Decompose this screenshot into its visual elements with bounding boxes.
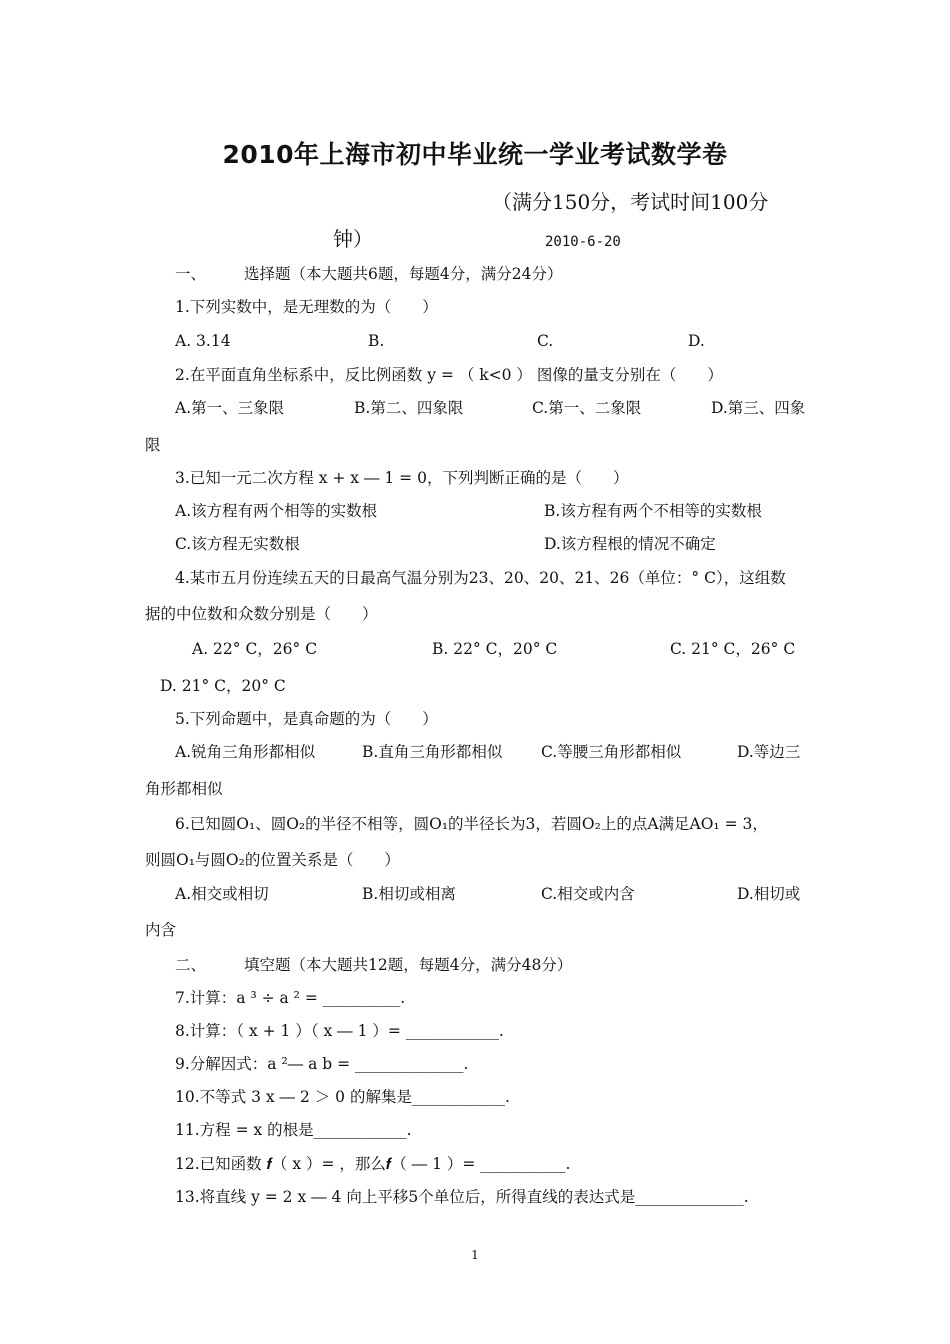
- q6-option-d: D.相切或: [737, 885, 801, 903]
- q5-stem: 5.下列命题中，是真命题的为（ ）: [175, 710, 438, 728]
- q2-option-d: D.第三、四象: [711, 399, 806, 417]
- page-number: 1: [471, 1248, 479, 1262]
- q4-option-d: D. 21° C，20° C: [160, 677, 286, 695]
- q6-wrap: 内含: [145, 921, 177, 939]
- q5-option-c: C.等腰三角形都相似: [541, 743, 682, 761]
- section1-heading: 选择题（本大题共6题，每题4分，满分24分）: [244, 265, 563, 283]
- q4-stem-line1: 4.某市五月份连续五天的日最高气温分别为23、20、20、21、26（单位：° C），这组数: [175, 569, 786, 587]
- q3-option-c: C.该方程无实数根: [175, 535, 300, 553]
- q6-option-b: B.相切或相离: [362, 885, 456, 903]
- q4-option-b: B. 22° C，20° C: [432, 640, 558, 658]
- q6-option-a: A.相交或相切: [175, 885, 269, 903]
- q5-option-d: D.等边三: [737, 743, 801, 761]
- q2-stem: 2.在平面直角坐标系中，反比例函数 y = （ k<0 ） 图像的量支分别在（ ）: [175, 366, 723, 384]
- section1-number: 一、: [175, 265, 207, 283]
- subtitle-line1: （满分150分，考试时间100分: [492, 190, 769, 214]
- fill-question: 9.分解因式：a ²― a b = ______________.: [175, 1055, 469, 1073]
- q6-stem-line2: 则圆O₁与圆O₂的位置关系是（ ）: [145, 851, 400, 869]
- fill-question: 10.不等式 3 x ― 2 ＞ 0 的解集是____________.: [175, 1088, 510, 1106]
- page-title: 2010年上海市初中毕业统一学业考试数学卷: [222, 140, 728, 169]
- exam-date: 2010-6-20: [545, 234, 621, 250]
- q1-stem: 1.下列实数中，是无理数的为（ ）: [175, 298, 438, 316]
- q4-option-c: C. 21° C，26° C: [670, 640, 796, 658]
- fill-question: 13.将直线 y = 2 x ― 4 向上平移5个单位后，所得直线的表达式是______________.: [175, 1188, 749, 1206]
- fill-question: 12.已知函数 𝒇（ x ）= ，那么𝒇（ ― 1 ）= ___________.: [175, 1155, 571, 1173]
- q3-option-a: A.该方程有两个相等的实数根: [175, 502, 378, 520]
- q1-option-a: A. 3.14: [175, 332, 231, 350]
- q1-option-b: B.: [368, 332, 385, 350]
- q2-option-c: C.第一、二象限: [532, 399, 642, 417]
- subtitle-line2: 钟）: [333, 227, 373, 251]
- fill-question: 7.计算：a ³ ÷ a ² = __________.: [175, 989, 406, 1007]
- section2-number: 二、: [175, 956, 207, 974]
- section2-heading: 填空题（本大题共12题，每题4分，满分48分）: [244, 956, 573, 974]
- q3-stem: 3.已知一元二次方程 x + x ― 1 = 0，下列判断正确的是（ ）: [175, 469, 629, 487]
- fill-question: 11.方程 = x 的根是____________.: [175, 1121, 412, 1139]
- fill-question: 8.计算：（ x + 1 ）（ x ― 1 ）= ____________.: [175, 1022, 504, 1040]
- q4-stem-line2: 据的中位数和众数分别是（ ）: [145, 605, 378, 623]
- q2-option-b: B.第二、四象限: [354, 399, 464, 417]
- q1-option-d: D.: [688, 332, 705, 350]
- q3-option-b: B.该方程有两个不相等的实数根: [544, 502, 762, 520]
- q5-option-b: B.直角三角形都相似: [362, 743, 503, 761]
- q6-option-c: C.相交或内含: [541, 885, 635, 903]
- q2-wrap: 限: [145, 436, 161, 454]
- q3-option-d: D.该方程根的情况不确定: [544, 535, 716, 553]
- q4-option-a: A. 22° C，26° C: [192, 640, 318, 658]
- q5-wrap: 角形都相似: [145, 780, 223, 798]
- q6-stem-line1: 6.已知圆O₁、圆O₂的半径不相等，圆O₁的半径长为3，若圆O₂上的点A满足AO₁ = 3，: [175, 815, 768, 833]
- q1-option-c: C.: [537, 332, 554, 350]
- q5-option-a: A.锐角三角形都相似: [175, 743, 316, 761]
- q2-option-a: A.第一、三象限: [175, 399, 285, 417]
